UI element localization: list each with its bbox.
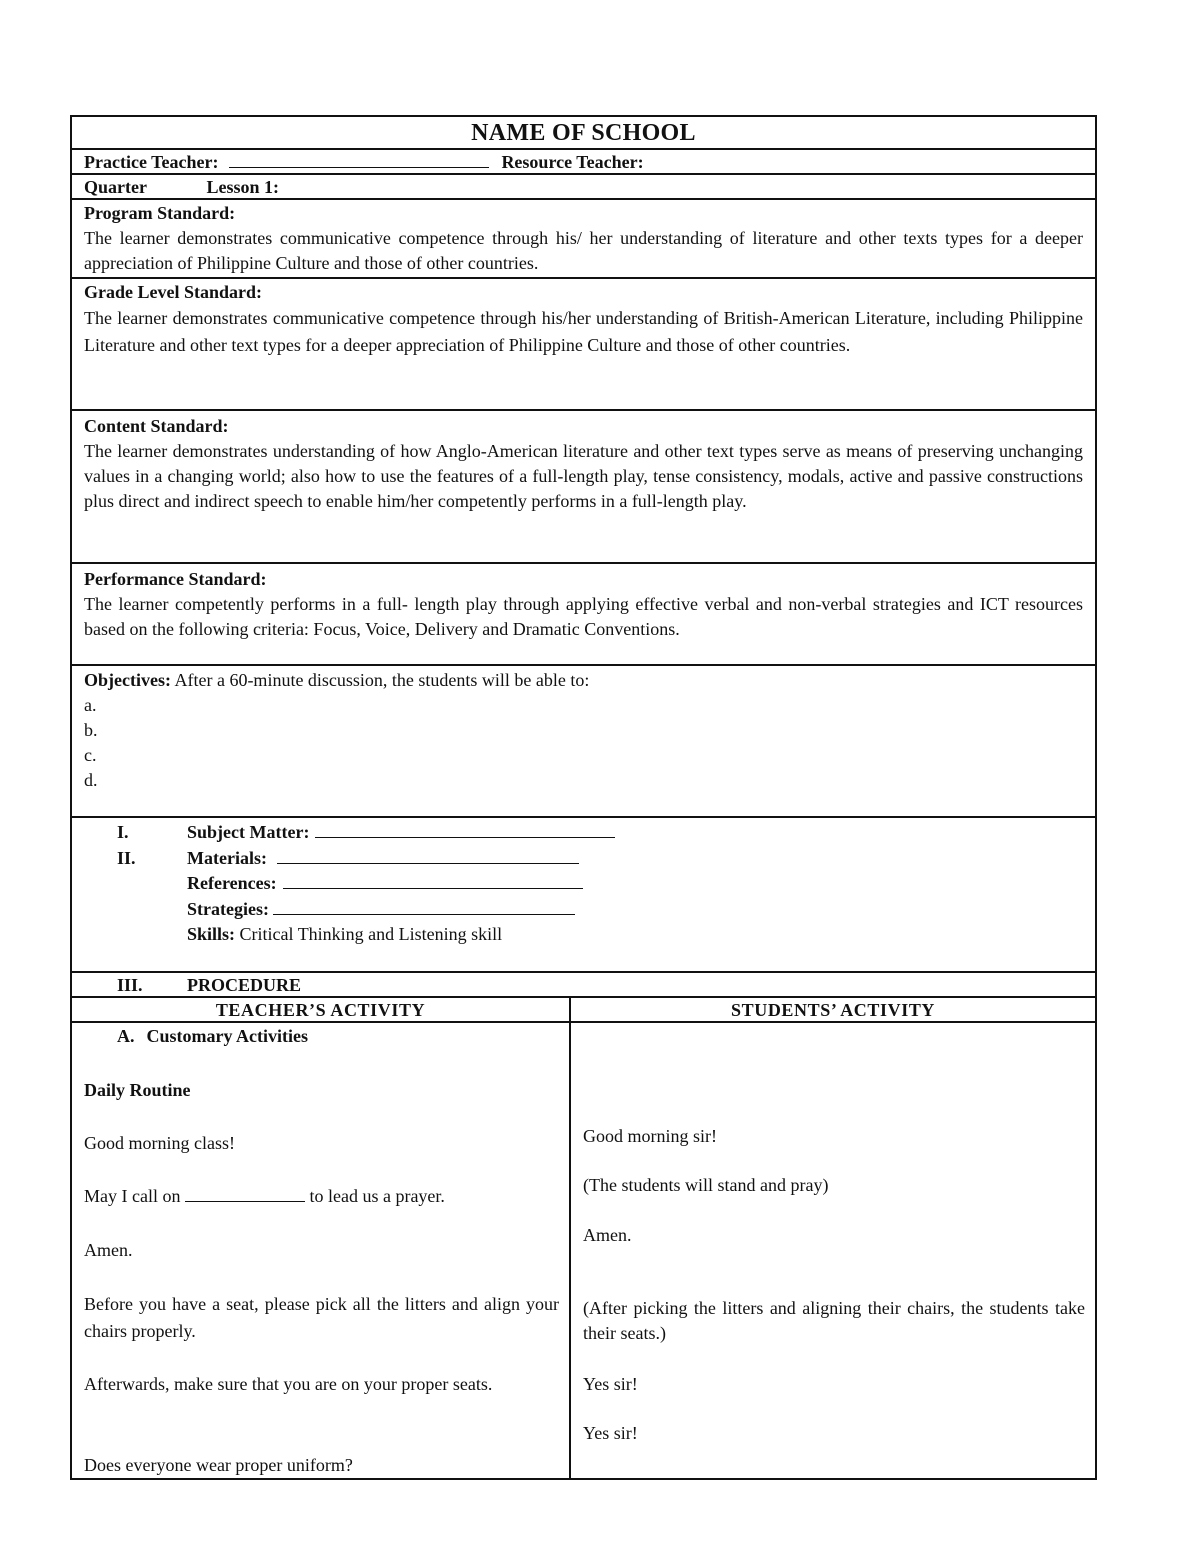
roman-numeral-1: I.: [117, 822, 129, 842]
strategies-blank[interactable]: [273, 900, 575, 915]
student-line-6: Yes sir!: [583, 1423, 638, 1443]
quarter-label: Quarter: [84, 177, 147, 197]
roman-numeral-2: II.: [117, 847, 136, 868]
grade-level-standard-section: [72, 279, 1095, 411]
teachers-row: [72, 150, 1095, 175]
teacher-activity-header: TEACHER’S ACTIVITY: [72, 998, 571, 1023]
student-line-2: (The students will stand and pray): [583, 1175, 829, 1195]
objectives-heading: [84, 668, 1083, 693]
school-name: NAME OF SCHOOL: [72, 117, 1095, 150]
teacher-line-6: Does everyone wear proper uniform?: [84, 1455, 353, 1475]
teacher-line-1: Good morning class!: [84, 1133, 235, 1153]
activity-header-row: [70, 998, 1097, 1023]
teacher-line-2: May I call on to lead us a prayer.: [84, 1186, 445, 1206]
materials-row: [84, 846, 1083, 872]
subject-matter-blank[interactable]: [315, 823, 615, 838]
program-standard-label: Program Standard:: [84, 203, 236, 223]
references-label: References:: [187, 873, 277, 893]
objectives-intro: After a 60-minute discussion, the students will be able to:: [170, 670, 590, 690]
grade-level-standard-label: Grade Level Standard:: [84, 282, 262, 302]
student-line-3: Amen.: [583, 1225, 632, 1245]
teacher-activity-column: [72, 1023, 571, 1478]
student-name-blank[interactable]: [185, 1187, 305, 1202]
references-row: [84, 871, 1083, 897]
content-standard-section: [72, 411, 1095, 564]
lesson-label: Lesson 1:: [206, 177, 279, 197]
section-title: Customary Activities: [146, 1026, 308, 1046]
materials-blank[interactable]: [277, 849, 579, 864]
subject-matter-row: [84, 820, 1083, 846]
objective-item: d.: [84, 770, 98, 790]
practice-teacher-blank[interactable]: [229, 153, 489, 168]
content-standard-label: Content Standard:: [84, 416, 229, 436]
student-line-4: (After picking the litters and aligning their chairs, the students take their seats.): [583, 1298, 1085, 1343]
procedure-heading: [72, 973, 1095, 998]
objective-item: b.: [84, 720, 98, 740]
section-letter: A.: [117, 1026, 135, 1046]
customary-activities-heading: [117, 1023, 308, 1050]
resource-teacher-label: Resource Teacher:: [501, 152, 644, 172]
grade-level-standard-text: The learner demonstrates communicative competence through his/her understanding of British-American Literature, including Philippine Literature and other text types for a deeper appreciation of Philippine Culture and those of other countries.: [84, 308, 1083, 355]
students-activity-column: [571, 1023, 1095, 1478]
program-standard-text: The learner demonstrates communicative competence through his/ her understanding of literature and other texts types for a deeper appreciation of Philippine Culture and those of other countries.: [84, 228, 1083, 273]
teacher-line-5: Afterwards, make sure that you are on your proper seats.: [84, 1374, 493, 1394]
performance-standard-section: [72, 564, 1095, 666]
teacher-line-3: Amen.: [84, 1240, 133, 1260]
objectives-section: [72, 666, 1095, 818]
teacher-line-4: Before you have a seat, please pick all the litters and align your chairs properly.: [84, 1294, 560, 1341]
student-line-1: Good morning sir!: [583, 1126, 718, 1146]
subject-matter-section: [72, 818, 1095, 973]
objectives-label: Objectives:: [84, 670, 171, 690]
lesson-plan-page: [70, 115, 1097, 1480]
procedure-label: PROCEDURE: [187, 975, 302, 995]
program-standard-section: [72, 200, 1095, 279]
references-blank[interactable]: [283, 874, 583, 889]
materials-label: Materials:: [187, 847, 267, 868]
students-activity-header: STUDENTS’ ACTIVITY: [571, 998, 1095, 1023]
objective-item: a.: [84, 695, 97, 715]
skills-row: [84, 922, 1083, 948]
activity-body: [70, 1023, 1097, 1480]
skills-value: Critical Thinking and Listening skill: [235, 924, 503, 944]
subject-matter-label: Subject Matter:: [187, 822, 310, 842]
lesson-plan-table: [70, 115, 1097, 998]
quarter-lesson-row: [72, 175, 1095, 200]
roman-numeral-3: III.: [117, 975, 143, 995]
performance-standard-label: Performance Standard:: [84, 569, 267, 589]
objective-item: c.: [84, 745, 97, 765]
strategies-label: Strategies:: [187, 898, 269, 919]
performance-standard-text: The learner competently performs in a full- length play through applying effective verbal and non-verbal strategies and ICT resources based on the following criteria: Focus, Voice, Delivery and Dramatic Conventions.: [84, 594, 1083, 639]
strategies-row: [84, 897, 1083, 923]
content-standard-text: The learner demonstrates understanding of how Anglo-American literature and other text types serve as means of preserving unchanging values in a changing world; also how to use the features of a full-length play, tense consistency, modals, active and passive constructions plus direct and indirect speech to enable him/her competently performs in a full-length play.: [84, 441, 1083, 511]
practice-teacher-label: Practice Teacher:: [84, 152, 219, 172]
student-line-5: Yes sir!: [583, 1374, 638, 1394]
daily-routine-heading: Daily Routine: [84, 1080, 191, 1100]
skills-label: Skills:: [187, 924, 236, 944]
